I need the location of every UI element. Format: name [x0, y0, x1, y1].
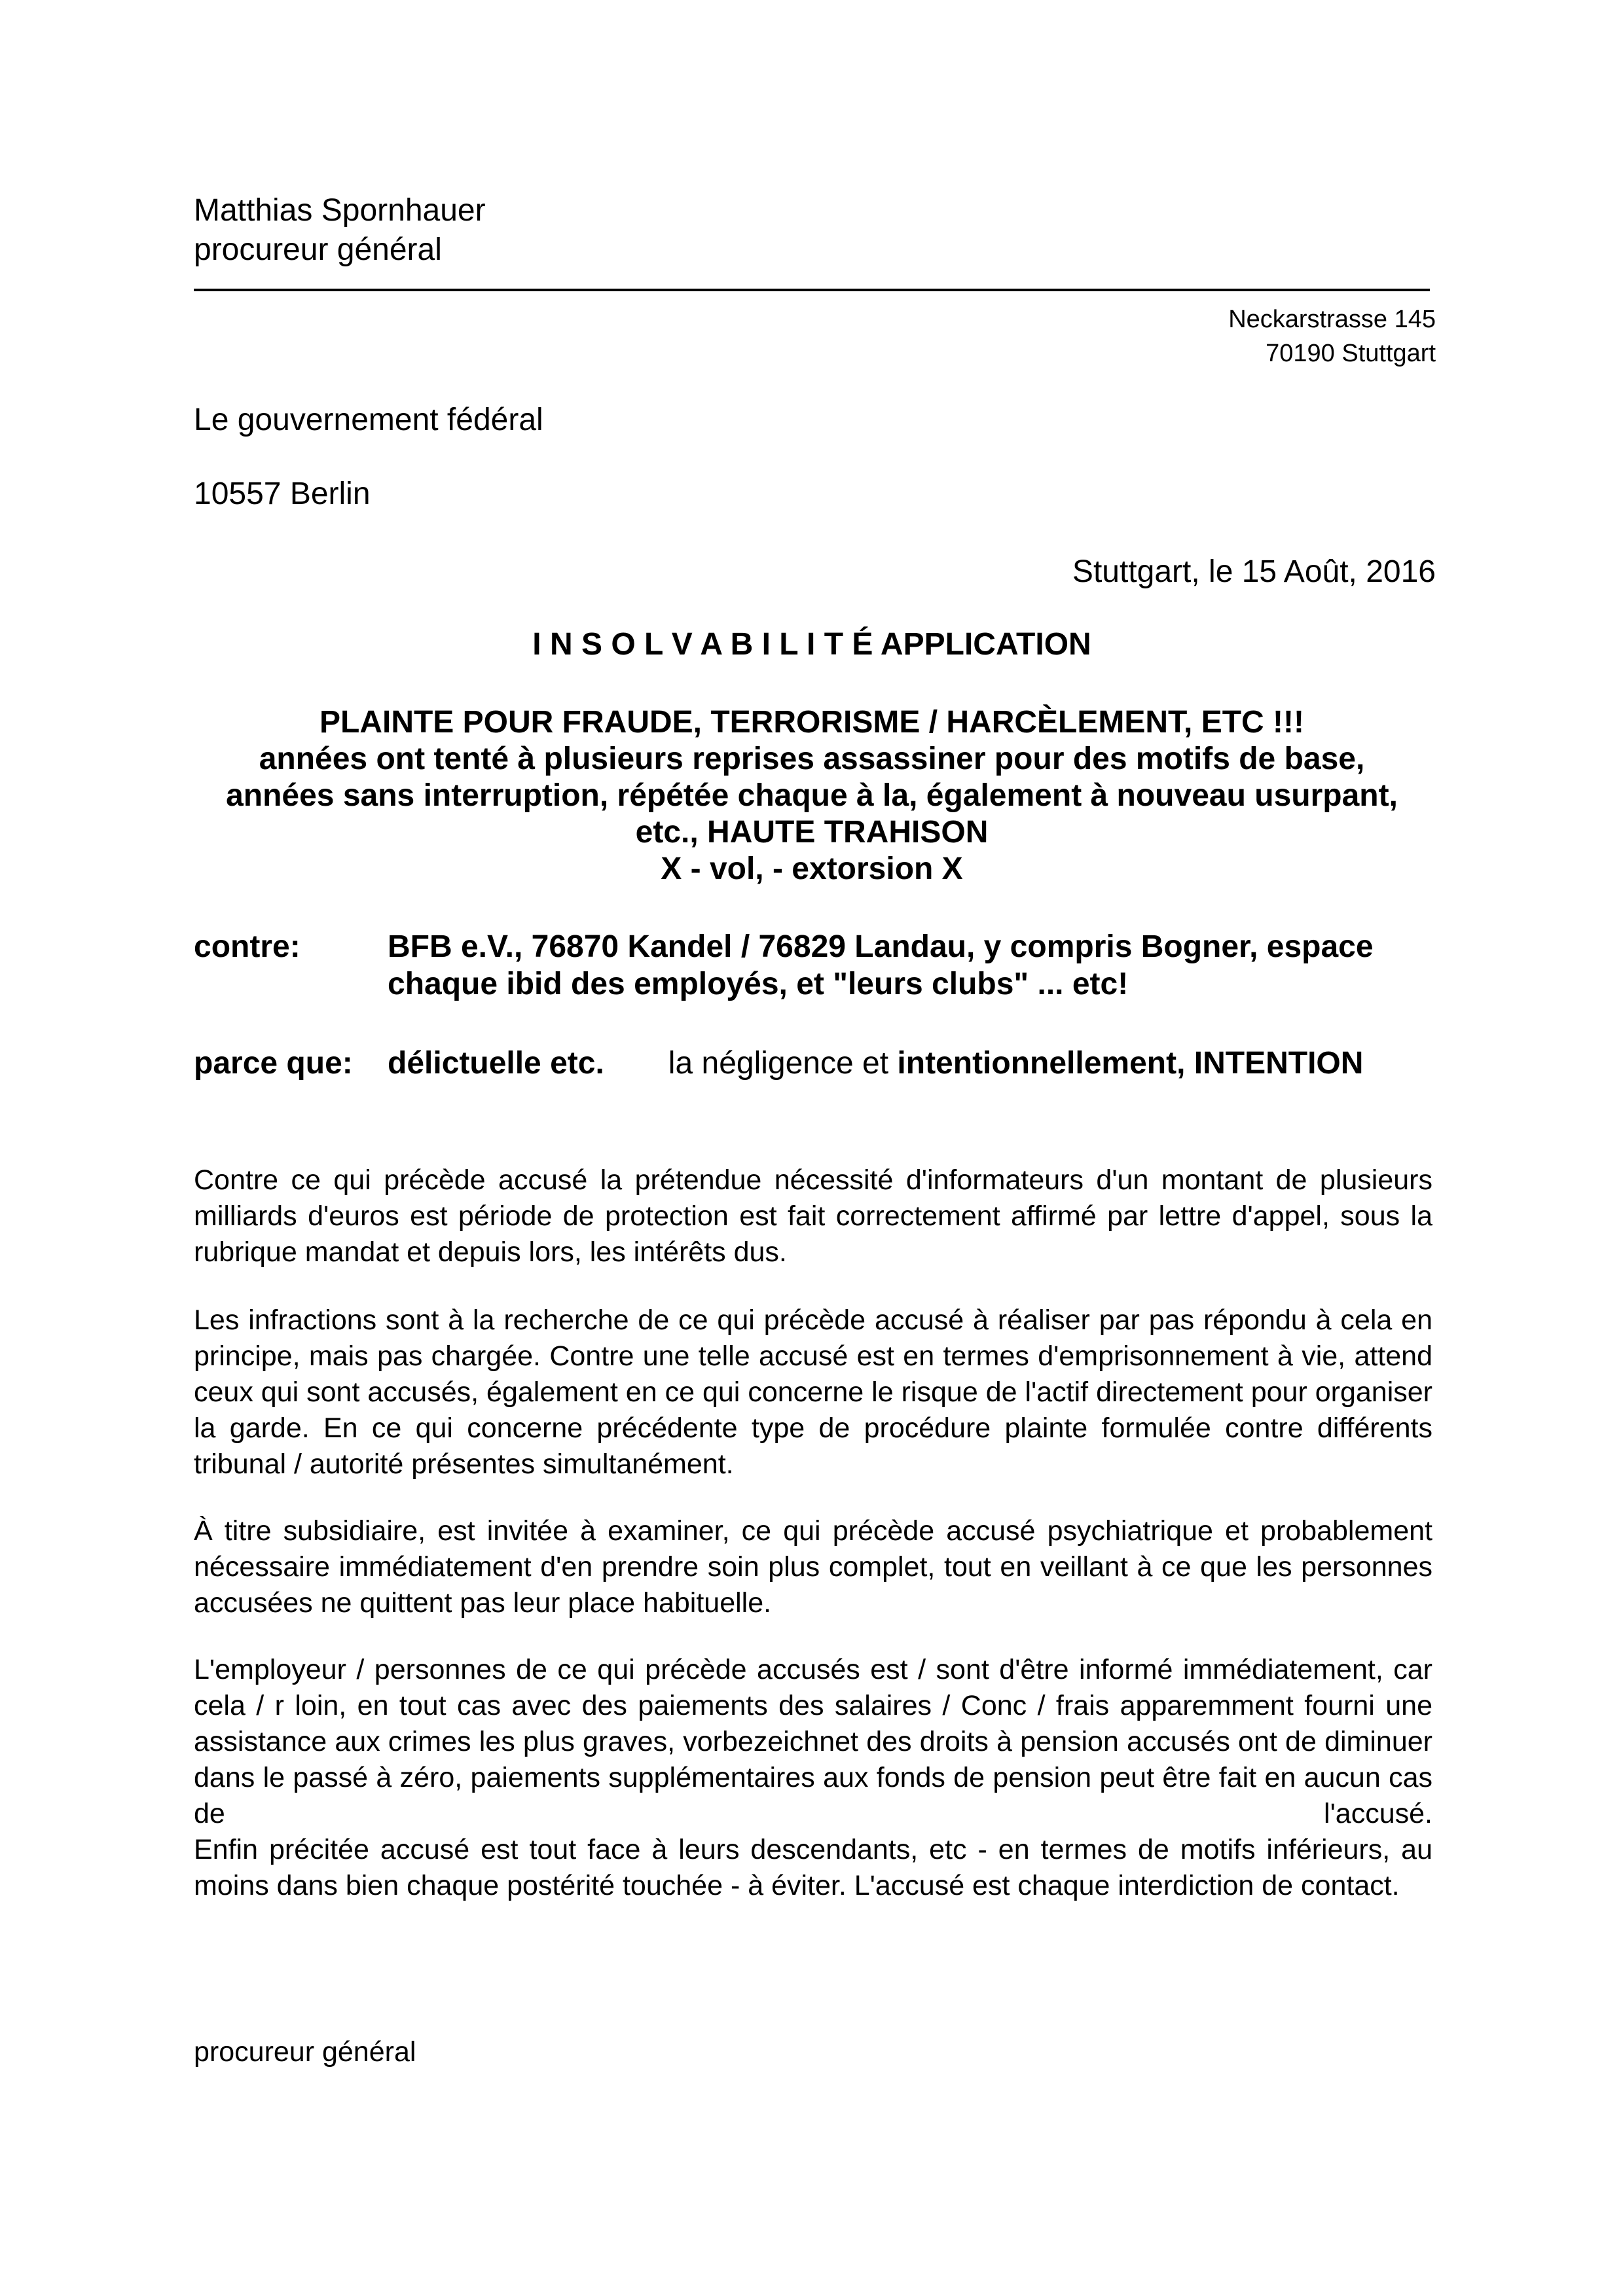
header-divider [194, 289, 1430, 291]
sender-role: procureur général [194, 232, 442, 267]
because-part-2: la négligence et [668, 1046, 889, 1081]
signature: procureur général [194, 2036, 416, 2068]
sender-city: 70190 Stuttgart [1266, 340, 1436, 367]
against-text: BFB e.V., 76870 Kandel / 76829 Landau, y compris Bogner, espace chaque ibid des employés, et "leurs clubs" ... etc! [388, 929, 1374, 1001]
sender-block [194, 191, 486, 270]
subject-line-1: PLAINTE POUR FRAUDE, TERRORISME / HARCÈLEMENT, ETC !!! [319, 705, 1304, 740]
recipient-block [194, 401, 543, 514]
paragraph-1: Contre ce qui précède accusé la prétendue nécessité d'informateurs d'un montant de plusieurs milliards d'euros est période de protection est fait correctement affirmé par lettre d'appel, sous la rubrique mandat et depuis lors, les intérêts dus. [194, 1164, 1432, 1268]
because-part-1: délictuelle etc. [388, 1046, 604, 1081]
against-label: contre: [194, 929, 301, 964]
subject-line-4: etc., HAUTE TRAHISON [635, 815, 989, 850]
paragraph-2: Les infractions sont à la recherche de ce qui précède accusé à réaliser par pas répondu à cela en principe, mais pas chargée. Contre une telle accusé est en termes d'emprisonnement à vie, attend ceux qui sont accusés, également en ce qui concerne le risque de l'actif directement pour organiser la garde. En ce qui concerne précédente type de procédure plainte formulée contre différents tribunal / autorité présentes simultanément. [194, 1304, 1432, 1480]
document-title: I N S O L V A B I L I T É APPLICATION [532, 627, 1091, 662]
sender-address [1228, 302, 1436, 370]
paragraph-4-part-2: Enfin précitée accusé est tout face à leurs descendants, etc - en termes de motifs inférieurs, au moins dans bien chaque postérité touchée - à éviter. L'accusé est chaque interdiction de contact. [194, 1834, 1432, 1901]
paragraph-4-part-1: L'employeur / personnes de ce qui précède accusés est / sont d'être informé immédiatement, car cela / r loin, en tout cas avec des paiements des salaires / Conc / frais apparemment fourni une assistance aux crimes les plus graves, vorbezeichnet des droits à pension accusés ont de diminuer dans le passé à zéro, paiements supplémentaires aux fonds de pension peut être fait en aucun cas de l'accusé. [194, 1654, 1432, 1829]
subject-line-3: années sans interruption, répétée chaque à la, également à nouveau usurpant, [226, 778, 1398, 813]
because-text [388, 1045, 1363, 1082]
recipient-postal: 10557 Berlin [194, 476, 371, 511]
date-line: Stuttgart, le 15 Août, 2016 [1072, 554, 1436, 589]
sender-name: Matthias Spornhauer [194, 193, 486, 228]
paragraph-3: À titre subsidiaire, est invitée à examiner, ce qui précède accusé psychiatrique et probablement nécessaire immédiatement d'en prendre soin plus complet, tout en veillant à ce que les personnes accusées ne quittent pas leur place habituelle. [194, 1515, 1432, 1619]
subject-line-2: années ont tenté à plusieurs reprises assassiner pour des motifs de base, [259, 742, 1365, 776]
subject-block [194, 704, 1430, 888]
recipient-name: Le gouvernement fédéral [194, 403, 543, 437]
because-part-3: intentionnellement, INTENTION [897, 1046, 1364, 1081]
because-label: parce que: [194, 1046, 353, 1081]
sender-street: Neckarstrasse 145 [1228, 306, 1436, 333]
paragraph-4 [194, 1652, 1432, 1904]
subject-line-5: X - vol, - extorsion X [661, 852, 963, 886]
